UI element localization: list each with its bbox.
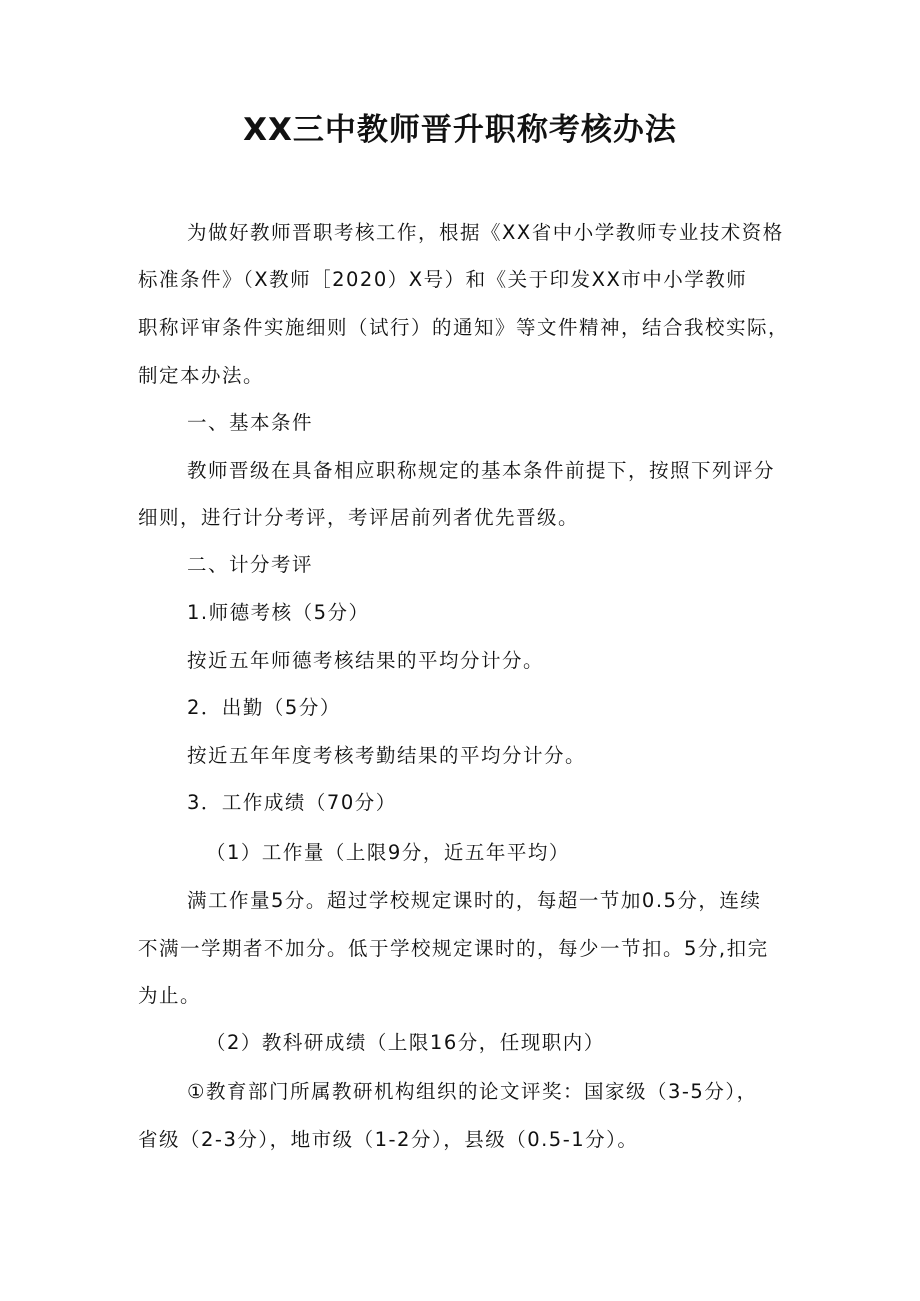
paragraph-line: 不满一学期者不加分。低于学校规定课时的，每少一节扣。5分,扣完 [138, 937, 769, 960]
subsection-heading: 3．工作成绩（70分） [187, 791, 397, 814]
paragraph-line: 职称评审条件实施细则（试行）的通知》等文件精神，结合我校实际， [138, 316, 790, 339]
paragraph-line: 按近五年年度考核考勤结果的平均分计分。 [187, 744, 587, 767]
section-heading: 二、计分考评 [187, 553, 314, 576]
subsection-heading: 1.师德考核（5分） [187, 601, 370, 624]
item-heading: （1）工作量（上限9分，近五年平均） [206, 841, 570, 864]
section-heading: 一、基本条件 [187, 411, 314, 434]
paragraph-line: 省级（2-3分），地市级（1-2分），县级（0.5-1分）。 [138, 1128, 639, 1151]
paragraph-line: 按近五年师德考核结果的平均分计分。 [187, 649, 545, 672]
paragraph-line: 制定本办法。 [138, 364, 265, 387]
paragraph-line: 为止。 [138, 984, 202, 1007]
paragraph-line: ①教育部门所属教研机构组织的论文评奖：国家级（3-5分）， [187, 1080, 758, 1103]
document-title: XX三中教师晋升职称考核办法 [243, 112, 677, 148]
paragraph-line: 细则，进行计分考评，考评居前列者优先晋级。 [138, 506, 580, 529]
paragraph-line: 标准条件》（X教师［2020）X号）和《关于印发XX市中小学教师 [138, 268, 748, 291]
paragraph-line: 满工作量5分。超过学校规定课时的，每超一节加0.5分，连续 [187, 889, 762, 912]
paragraph-line: 为做好教师晋职考核工作，根据《XX省中小学教师专业技术资格 [187, 221, 784, 244]
subsection-heading: 2．出勤（5分） [187, 696, 341, 719]
item-heading: （2）教科研成绩（上限16分，任现职内） [206, 1031, 605, 1054]
paragraph-line: 教师晋级在具备相应职称规定的基本条件前提下，按照下列评分 [187, 459, 776, 482]
